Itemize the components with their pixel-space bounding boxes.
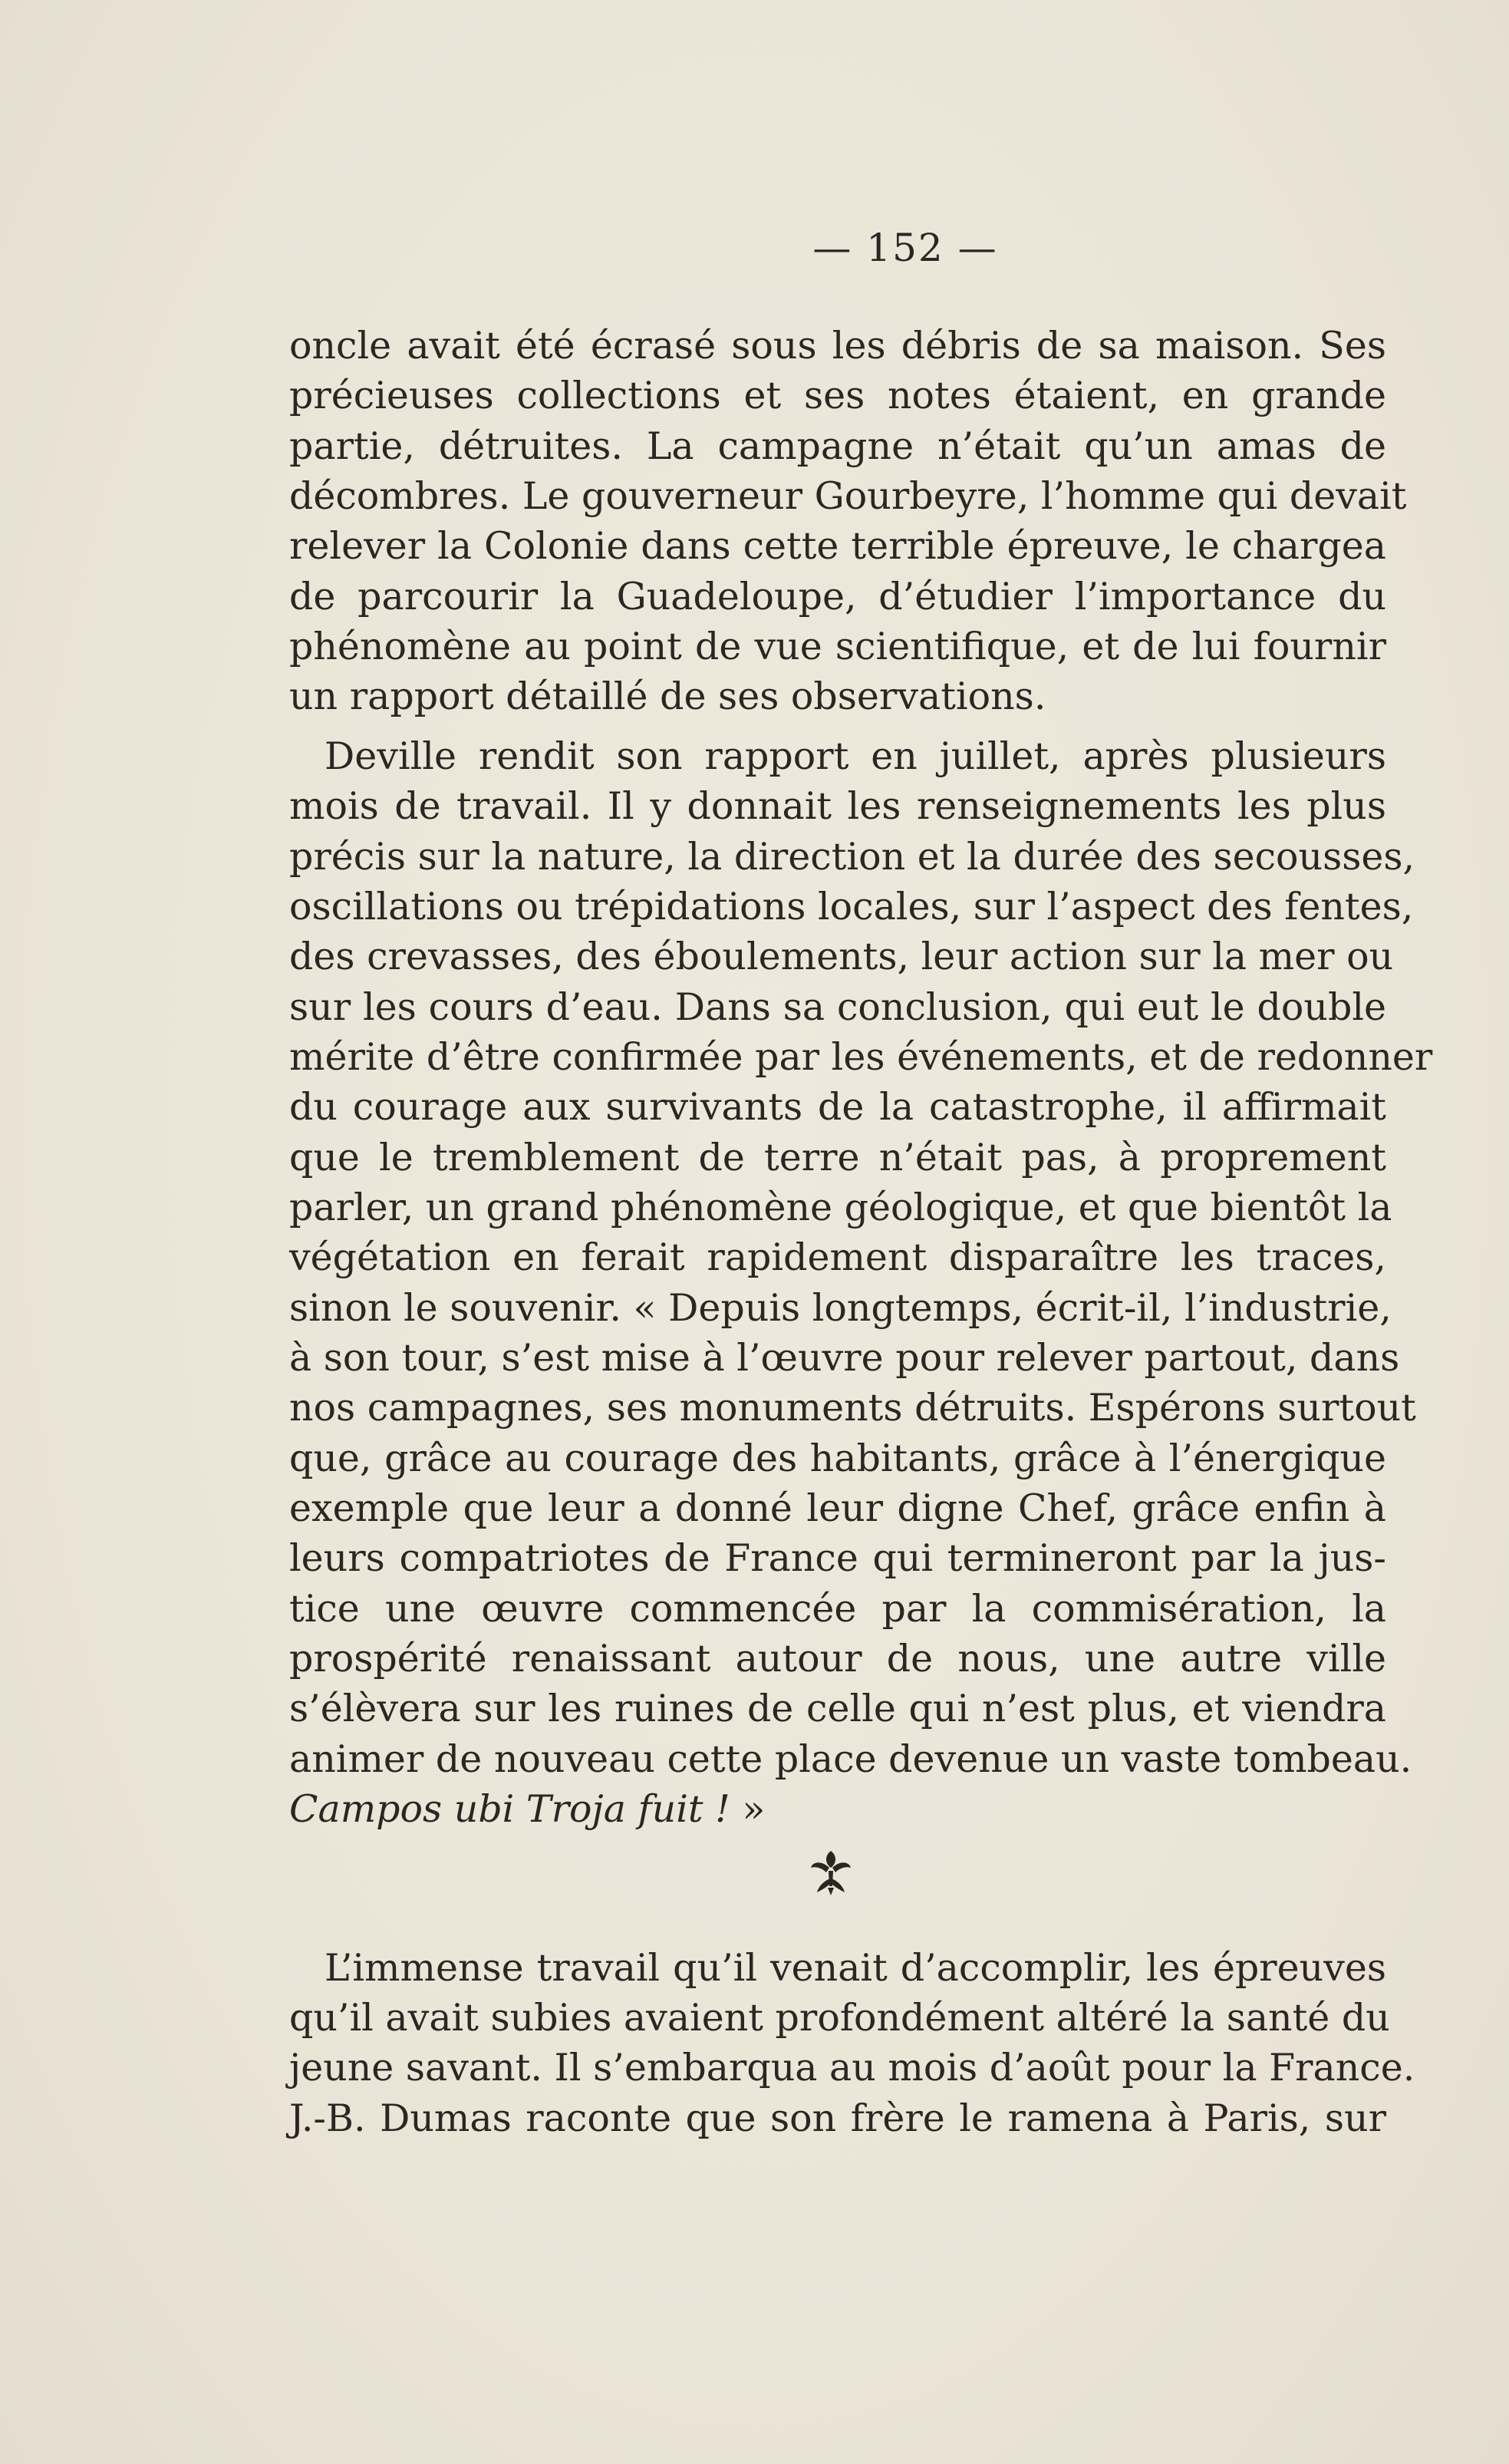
text-line: sinon le souvenir. « Depuis longtemps, écrit-il, l’industrie, [289,1286,1392,1330]
text-line: précieuses collections et ses notes étaient, en grande [289,374,1386,417]
text-line: précis sur la nature, la direction et la durée des secousses, [289,835,1415,879]
text-line: mois de travail. Il y donnait les renseignements les plus [289,784,1386,828]
text-line: s’élèvera sur les ruines de celle qui n’est plus, et viendra [289,1687,1386,1730]
text-line: des crevasses, des éboulements, leur action sur la mer ou [289,935,1394,978]
text-line: décombres. Le gouverneur Gourbeyre, l’homme qui devait [289,474,1407,518]
text-line: sur les cours d’eau. Dans sa conclusion, qui eut le double [289,985,1386,1029]
text-line: que, grâce au courage des habitants, grâce à l’énergique [289,1437,1386,1480]
text-line: phénomène au point de vue scientifique, et de lui fournir [289,625,1386,668]
text-line: mérite d’être confirmée par les événements, et de redonner [289,1035,1433,1079]
text-line: leurs compatriotes de France qui termineront par la jus- [289,1536,1386,1580]
text-line: qu’il avait subies avaient profondément altéré la santé du [289,1996,1390,2040]
text-line: L’immense travail qu’il venait d’accomplir, les épreuves [325,1946,1386,1990]
text-line: tice une œuvre commencée par la commisération, la [289,1587,1386,1631]
text-line: animer de nouveau cette place devenue un vaste tombeau. [289,1737,1412,1781]
text-line: un rapport détaillé de ses observations. [289,675,1046,718]
quote-end-line [289,1786,1386,1833]
text-line: J.-B. Dumas raconte que son frère le ramena à Paris, sur [289,2096,1386,2140]
fleuron-ornament-icon [808,1848,854,1897]
text-line: exemple que leur a donné leur digne Chef, grâce enfin à [289,1486,1386,1530]
page-number: — 152 — [812,226,998,270]
text-line: jeune savant. Il s’embarqua au mois d’août pour la France. [289,2046,1415,2090]
latin-quote: Campos ubi Troja fuit ! [289,1787,730,1831]
text-line: partie, détruites. La campagne n’était qu’un amas de [289,424,1386,468]
text-line: relever la Colonie dans cette terrible épreuve, le chargea [289,524,1386,568]
text-line: nos campagnes, ses monuments détruits. Espérons surtout [289,1386,1416,1430]
text-line: parler, un grand phénomène géologique, et que bientôt la [289,1186,1392,1229]
text-line: Deville rendit son rapport en juillet, après plusieurs [325,734,1386,778]
text-line: prospérité renaissant autour de nous, une autre ville [289,1637,1386,1681]
text-line: végétation en ferait rapidement disparaître les traces, [289,1235,1386,1279]
text-line: oscillations ou trépidations locales, sur l’aspect des fentes, [289,885,1414,929]
text-line: que le tremblement de terre n’était pas, à proprement [289,1136,1386,1179]
text-line: oncle avait été écrasé sous les débris de sa maison. Ses [289,324,1386,368]
closing-guillemet: » [730,1787,766,1831]
text-line: à son tour, s’est mise à l’œuvre pour relever partout, dans [289,1336,1400,1380]
text-line: de parcourir la Guadeloupe, d’étudier l’importance du [289,575,1386,618]
text-line: du courage aux survivants de la catastrophe, il affirmait [289,1085,1386,1129]
